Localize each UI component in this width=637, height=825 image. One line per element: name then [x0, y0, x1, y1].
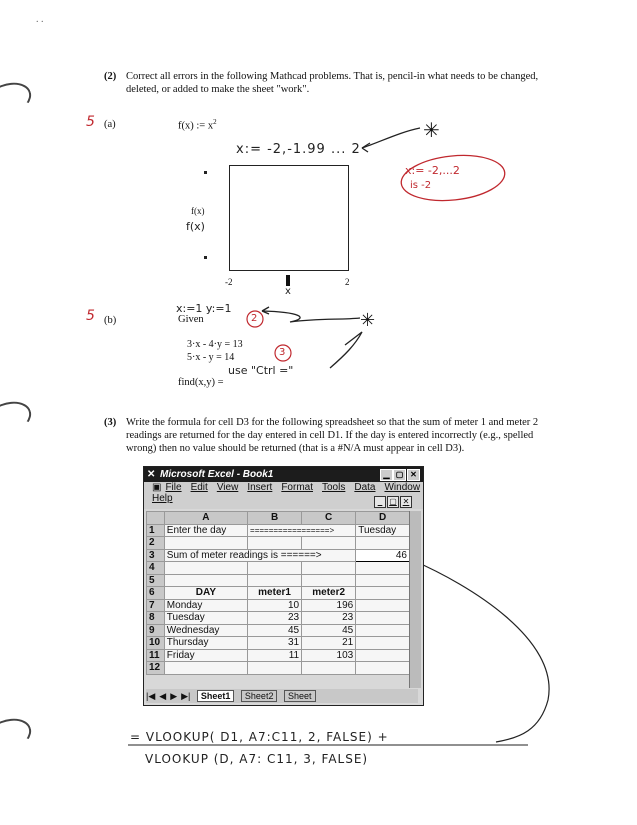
- menu-insert[interactable]: Insert: [247, 482, 273, 493]
- correction-line2: is -2: [410, 180, 432, 191]
- cell-meter2-header[interactable]: meter2: [302, 587, 356, 600]
- vertical-scrollbar[interactable]: [409, 511, 421, 688]
- table-row: [147, 637, 410, 650]
- star-a: ✳: [423, 120, 440, 142]
- cell[interactable]: [164, 662, 247, 675]
- part-a-score: 5: [86, 114, 95, 130]
- doc-icon[interactable]: ▣: [152, 482, 162, 493]
- row-header[interactable]: 6: [147, 587, 165, 600]
- eq2: 5·x - y = 14: [187, 352, 235, 363]
- excel-title: Microsoft Excel - Book1: [160, 469, 274, 480]
- row-header[interactable]: 3: [147, 549, 165, 562]
- row-header[interactable]: 9: [147, 624, 165, 637]
- menu-tools[interactable]: Tools: [322, 482, 346, 493]
- use-ctrl-hand: use "Ctrl =": [228, 364, 294, 377]
- cell-d3[interactable]: 46: [356, 549, 410, 562]
- sheet-tab-bar: [146, 689, 418, 703]
- page-dots: . .: [36, 14, 44, 25]
- tab-sheet1[interactable]: Sheet1: [197, 690, 235, 702]
- x-max: 2: [345, 277, 350, 287]
- x-min: -2: [225, 277, 233, 287]
- plot-y-hand: f(x): [186, 220, 205, 233]
- problem2-line2: deleted, or added to make the sheet "work".: [126, 84, 310, 95]
- maximize-icon[interactable]: ▢: [393, 469, 406, 481]
- cell-a3[interactable]: Sum of meter readings is ======>: [164, 549, 355, 562]
- cell-meter2[interactable]: 23: [302, 612, 356, 625]
- cell-day[interactable]: Wednesday: [164, 624, 247, 637]
- function-def: f(x) := x: [178, 120, 214, 132]
- table-row: [147, 599, 410, 612]
- cell-day-header[interactable]: DAY: [164, 587, 247, 600]
- answer-line2: VLOOKUP (D, A7: C11, 3, FALSE): [145, 752, 369, 766]
- arrow-to-star-b: [262, 311, 360, 322]
- table-row: [147, 624, 410, 637]
- menu-window[interactable]: Window: [384, 482, 421, 493]
- column-header-row: [147, 512, 410, 525]
- cell-day[interactable]: Friday: [164, 649, 247, 662]
- excel-menu-bar: [144, 482, 423, 509]
- table-row: [147, 537, 410, 550]
- cell[interactable]: [302, 537, 356, 550]
- menu-data[interactable]: Data: [354, 482, 376, 493]
- circle-3-label: 3: [279, 347, 286, 358]
- row-header[interactable]: 5: [147, 574, 165, 587]
- cell-meter1[interactable]: 31: [248, 637, 302, 650]
- hand-range: x:= -2,-1.99 ... 2: [236, 142, 361, 157]
- cell[interactable]: [302, 574, 356, 587]
- tab-nav-prev-icon[interactable]: ◀: [159, 691, 167, 701]
- table-row: [147, 574, 410, 587]
- arrow-head-a: [362, 143, 370, 152]
- tab-nav-next-icon[interactable]: ▶: [170, 691, 178, 701]
- column-header-d[interactable]: D: [356, 512, 410, 525]
- cell[interactable]: [164, 574, 247, 587]
- cell[interactable]: [356, 562, 410, 575]
- cell-day[interactable]: Tuesday: [164, 612, 247, 625]
- column-header-c[interactable]: C: [302, 512, 356, 525]
- plot-y-label: f(x): [191, 206, 205, 216]
- cell-a1[interactable]: Enter the day: [164, 524, 247, 537]
- problem3-text: [126, 416, 596, 455]
- table-row: [147, 587, 410, 600]
- cell-meter2[interactable]: 45: [302, 624, 356, 637]
- cell-meter2[interactable]: 103: [302, 649, 356, 662]
- cell-d1[interactable]: Tuesday: [356, 524, 410, 537]
- correction-line1: x:= -2,...2: [405, 164, 460, 177]
- cell-meter1[interactable]: 10: [248, 599, 302, 612]
- cell[interactable]: [164, 562, 247, 575]
- x-label-hand: x: [285, 286, 291, 297]
- eq1: 3·x - 4·y = 13: [187, 339, 243, 350]
- problem3-number: (3): [104, 417, 117, 428]
- column-header-b[interactable]: B: [248, 512, 302, 525]
- given: Given: [178, 314, 204, 325]
- tab-sheet3[interactable]: Sheet: [284, 690, 316, 702]
- doc-minimize-icon[interactable]: _: [374, 496, 386, 508]
- menu-view[interactable]: View: [216, 482, 239, 493]
- problem2-line1: Correct all errors in the following Mathcad problems. That is, pencil-in what needs to be changed,: [126, 71, 539, 82]
- circle-2-label: 2: [251, 313, 258, 324]
- correction-circle: [399, 151, 507, 206]
- cell-meter2[interactable]: 21: [302, 637, 356, 650]
- cell-meter2[interactable]: 196: [302, 599, 356, 612]
- cell[interactable]: [164, 537, 247, 550]
- spreadsheet-grid: [146, 511, 410, 675]
- cell-meter1[interactable]: 11: [248, 649, 302, 662]
- problem3-line1: Write the formula for cell D3 for the following spreadsheet so that the sum of meter 1 and meter 2: [126, 417, 539, 428]
- problem3-line3: wrong) then no value should be returned (that is a #N/A must appear in cell D3).: [126, 443, 465, 454]
- excel-window: [143, 466, 424, 706]
- minimize-icon[interactable]: ▁: [380, 469, 393, 481]
- menu-edit[interactable]: Edit: [190, 482, 208, 493]
- tab-nav-first-icon[interactable]: |◀: [146, 691, 156, 701]
- row-header[interactable]: 2: [147, 537, 165, 550]
- doc-restore-icon[interactable]: ▢: [387, 496, 399, 508]
- part-a-label: (a): [104, 119, 116, 130]
- table-row: [147, 549, 410, 562]
- cell-day[interactable]: Thursday: [164, 637, 247, 650]
- tab-nav-last-icon[interactable]: ▶|: [181, 691, 191, 701]
- cell[interactable]: [356, 599, 410, 612]
- doc-close-icon[interactable]: ✕: [400, 496, 412, 508]
- problem3-line2: readings are returned for the day entered in cell D1. If the day is entered incorrectly (e.g., spelled: [126, 430, 534, 441]
- cell-day[interactable]: Monday: [164, 599, 247, 612]
- cell[interactable]: [356, 637, 410, 650]
- tab-sheet2[interactable]: Sheet2: [241, 690, 278, 702]
- row-header[interactable]: 1: [147, 524, 165, 537]
- arrow-to-d3: [412, 560, 549, 742]
- excel-title-bar: [144, 467, 423, 482]
- cell[interactable]: [248, 537, 302, 550]
- cell[interactable]: [248, 574, 302, 587]
- table-row: [147, 612, 410, 625]
- corner-cell[interactable]: [147, 512, 165, 525]
- row-header[interactable]: 12: [147, 662, 165, 675]
- arrow-from-star-b: [330, 332, 362, 368]
- menu-help[interactable]: Help: [152, 493, 173, 504]
- table-row: [147, 524, 410, 537]
- hand-guess: x:=1 y:=1: [176, 302, 232, 315]
- cell-meter1[interactable]: 23: [248, 612, 302, 625]
- part-b-label: (b): [104, 315, 117, 326]
- cell[interactable]: [356, 649, 410, 662]
- cell[interactable]: [356, 662, 410, 675]
- arrow-to-star-a: [362, 128, 420, 148]
- cell[interactable]: [248, 662, 302, 675]
- cell[interactable]: [356, 574, 410, 587]
- row-header[interactable]: 4: [147, 562, 165, 575]
- cell[interactable]: [356, 612, 410, 625]
- column-header-a[interactable]: A: [164, 512, 247, 525]
- row-header[interactable]: 7: [147, 599, 165, 612]
- cell[interactable]: [356, 587, 410, 600]
- problem2-number: (2): [104, 71, 117, 82]
- close-icon[interactable]: ✕: [407, 469, 420, 481]
- function-exponent: 2: [213, 118, 217, 126]
- row-header[interactable]: 11: [147, 649, 165, 662]
- menu-format[interactable]: Format: [281, 482, 313, 493]
- cell-meter1[interactable]: 45: [248, 624, 302, 637]
- row-header[interactable]: 8: [147, 612, 165, 625]
- cell-b1[interactable]: =================>: [248, 524, 356, 537]
- cell[interactable]: [302, 662, 356, 675]
- cell[interactable]: [302, 562, 356, 575]
- cell[interactable]: [356, 624, 410, 637]
- find: find(x,y) =: [178, 377, 224, 388]
- part-b-score: 5: [86, 308, 95, 324]
- table-row: [147, 662, 410, 675]
- star-b: ✳: [360, 310, 376, 330]
- cell[interactable]: [248, 562, 302, 575]
- table-row: [147, 649, 410, 662]
- row-header[interactable]: 10: [147, 637, 165, 650]
- excel-app-icon: ✕: [147, 469, 156, 480]
- cell[interactable]: [356, 537, 410, 550]
- menu-file[interactable]: File: [165, 482, 182, 493]
- table-row: [147, 562, 410, 575]
- cell-meter1-header[interactable]: meter1: [248, 587, 302, 600]
- answer-line1: = VLOOKUP( D1, A7:C11, 2, FALSE) +: [130, 730, 389, 744]
